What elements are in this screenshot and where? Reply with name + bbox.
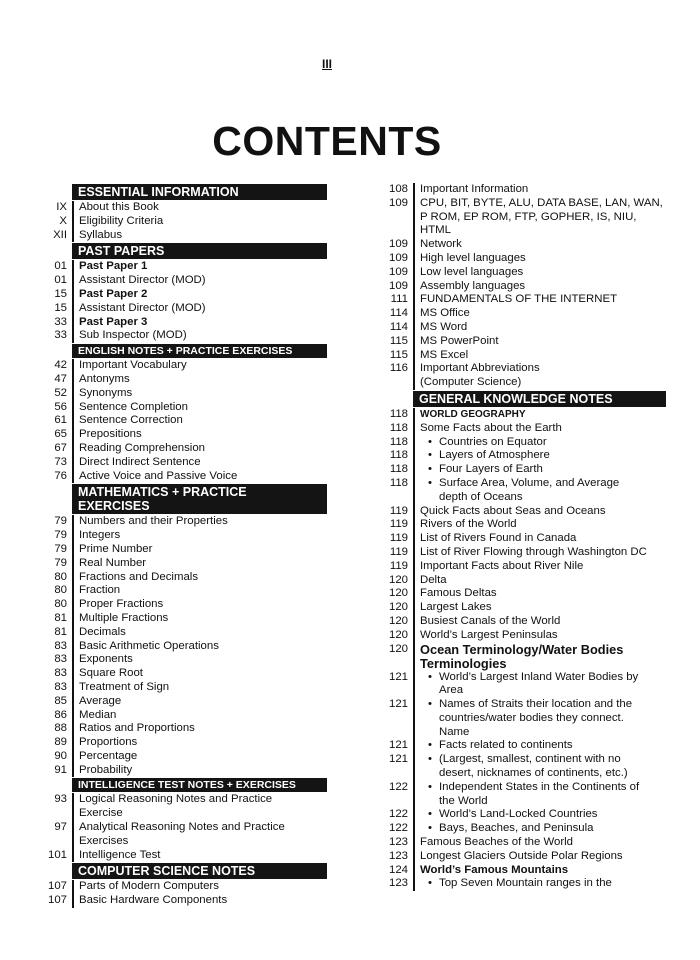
- toc-entry[interactable]: [40, 274, 327, 288]
- toc-page-number: 83: [54, 653, 67, 666]
- header-spacer: [40, 243, 72, 259]
- toc-entry[interactable]: [381, 739, 666, 753]
- header-spacer: [40, 863, 72, 879]
- toc-page-number: 121: [388, 698, 408, 711]
- toc-entry[interactable]: [381, 422, 666, 436]
- toc-entry-title: Important Vocabulary: [72, 359, 327, 373]
- toc-page-number: 119: [389, 504, 408, 517]
- toc-entry[interactable]: [40, 557, 327, 571]
- toc-entry-title: Quick Facts about Seas and Oceans: [413, 505, 666, 519]
- section-header: [40, 863, 327, 879]
- toc-entry[interactable]: [381, 183, 666, 197]
- toc-page-number: 119: [389, 518, 408, 531]
- toc-page-number: 15: [54, 301, 67, 314]
- section-header: [40, 484, 327, 514]
- section-header-label: PAST PAPERS: [72, 243, 327, 259]
- toc-entry-title: • Surface Area, Volume, and Average depth of Oceans: [413, 477, 666, 505]
- toc-entry-title: MS Word: [413, 321, 666, 335]
- toc-entry[interactable]: [381, 698, 666, 739]
- toc-page-number: 33: [54, 315, 67, 328]
- page-title: CONTENTS: [212, 118, 442, 164]
- toc-entry[interactable]: [40, 414, 327, 428]
- toc-entry-title: Integers: [72, 529, 327, 543]
- toc-entry-title: Basic Hardware Components: [72, 894, 327, 908]
- toc-page-number: 88: [54, 722, 67, 735]
- toc-page-number: 108: [388, 183, 408, 195]
- toc-entry-title: Antonyms: [72, 373, 327, 387]
- toc-entry[interactable]: [381, 197, 666, 238]
- toc-page-number: 97: [54, 821, 67, 834]
- toc-page-number: 121: [388, 739, 408, 752]
- toc-entry[interactable]: [40, 288, 327, 302]
- toc-entry-title: Active Voice and Passive Voice: [72, 470, 327, 484]
- toc-entry-title: High level languages: [413, 252, 666, 266]
- toc-entry[interactable]: [381, 408, 666, 422]
- toc-page-number: 120: [388, 642, 408, 655]
- toc-page-number: 109: [388, 265, 408, 278]
- toc-page-number: 56: [54, 400, 67, 413]
- toc-page-number: 01: [54, 274, 67, 287]
- section-header: [40, 184, 327, 200]
- toc-page-number: 119: [389, 545, 408, 558]
- toc-entry-title: World’s Famous Mountains: [413, 864, 666, 878]
- toc-entry[interactable]: [40, 387, 327, 401]
- toc-entry-title: Multiple Fractions: [72, 612, 327, 626]
- toc-page-number: 79: [54, 515, 67, 528]
- toc-entry[interactable]: [40, 302, 327, 316]
- toc-entry-title: Famous Beaches of the World: [413, 836, 666, 850]
- toc-entry[interactable]: [40, 640, 327, 654]
- toc-entry-title: Direct Indirect Sentence: [72, 456, 327, 470]
- toc-entry[interactable]: [381, 836, 666, 850]
- toc-entry[interactable]: [381, 629, 666, 643]
- toc-entry[interactable]: [40, 894, 327, 908]
- toc-page-number: 61: [54, 414, 67, 427]
- toc-entry-title: • (Largest, smallest, continent with no desert, nicknames of continents, etc.): [413, 753, 666, 781]
- toc-entry-title: FUNDAMENTALS OF THE INTERNET: [413, 293, 666, 307]
- toc-entry[interactable]: [381, 362, 666, 390]
- toc-entry[interactable]: [381, 349, 666, 363]
- toc-page-number: 91: [54, 763, 67, 776]
- toc-page-number: 67: [54, 441, 67, 454]
- toc-page-number: 118: [389, 449, 408, 462]
- toc-page-number: 124: [388, 863, 408, 876]
- section-header-label: INTELLIGENCE TEST NOTES + EXERCISES: [72, 778, 327, 792]
- toc-entry[interactable]: [40, 612, 327, 626]
- toc-entry-title: • Names of Straits their location and the countries/water bodies they connect. Name: [413, 698, 666, 739]
- toc-entry[interactable]: [381, 877, 666, 891]
- toc-entry[interactable]: [381, 266, 666, 280]
- toc-page-number: 120: [388, 573, 408, 586]
- header-spacer: [40, 344, 72, 358]
- section-header: [40, 243, 327, 259]
- toc-entry-title: About this Book: [72, 201, 327, 215]
- toc-page-number: 118: [389, 435, 408, 448]
- toc-entry[interactable]: [40, 653, 327, 667]
- header-spacer: [40, 778, 72, 792]
- toc-page-number: IX: [56, 201, 67, 213]
- toc-entry[interactable]: [381, 293, 666, 307]
- toc-entry[interactable]: [40, 793, 327, 821]
- toc-entry[interactable]: [381, 753, 666, 781]
- section-header-label: GENERAL KNOWLEDGE NOTES: [413, 391, 666, 407]
- toc-entry-title: Analytical Reasoning Notes and Practice Exercises: [72, 821, 327, 849]
- toc-entry-title: Exponents: [72, 653, 327, 667]
- toc-page-number: 109: [388, 279, 408, 292]
- toc-page-number: 120: [388, 601, 408, 614]
- toc-entry-title: Median: [72, 709, 327, 723]
- toc-page-number: 122: [388, 822, 408, 835]
- toc-page-number: 89: [54, 736, 67, 749]
- toc-entry[interactable]: [40, 428, 327, 442]
- toc-page-number: 120: [388, 614, 408, 627]
- toc-entry[interactable]: [40, 470, 327, 484]
- toc-page-number: 118: [389, 476, 408, 489]
- toc-entry-title: Delta: [413, 574, 666, 588]
- toc-page-number: 79: [54, 529, 67, 542]
- toc-entry-title: Assistant Director (MOD): [72, 274, 327, 288]
- toc-entry-title: Some Facts about the Earth: [413, 422, 666, 436]
- toc-page-number: 47: [54, 372, 67, 385]
- toc-page-number: 122: [388, 780, 408, 793]
- toc-entry[interactable]: [40, 442, 327, 456]
- toc-entry[interactable]: [381, 477, 666, 505]
- toc-page-number: 42: [54, 359, 67, 372]
- toc-page-number: 33: [54, 329, 67, 342]
- toc-entry[interactable]: [40, 736, 327, 750]
- toc-entry-title: Assembly languages: [413, 280, 666, 294]
- toc-page-number: 115: [389, 348, 408, 361]
- toc-entry[interactable]: [381, 436, 666, 450]
- toc-page-number: 80: [54, 598, 67, 611]
- toc-entry-title: WORLD GEOGRAPHY: [413, 408, 666, 422]
- toc-page-number: 83: [54, 667, 67, 680]
- toc-entry-title: Prepositions: [72, 428, 327, 442]
- toc-entry-title: Past Paper 1: [72, 260, 327, 274]
- toc-page-number: 73: [54, 455, 67, 468]
- toc-entry-title: World’s Largest Peninsulas: [413, 629, 666, 643]
- toc-page-number: 120: [388, 587, 408, 600]
- toc-entry-title: Reading Comprehension: [72, 442, 327, 456]
- toc-page-number: 120: [388, 628, 408, 641]
- toc-page-number: 116: [389, 362, 408, 375]
- toc-page-number: 80: [54, 570, 67, 583]
- section-header-label: MATHEMATICS + PRACTICE EXERCISES: [72, 484, 327, 514]
- toc-entry-title: Real Number: [72, 557, 327, 571]
- toc-entry[interactable]: [381, 574, 666, 588]
- toc-entry-title: Rivers of the World: [413, 518, 666, 532]
- toc-entry[interactable]: [40, 821, 327, 849]
- toc-page-number: 114: [389, 320, 408, 333]
- toc-entry-title: CPU, BIT, BYTE, ALU, DATA BASE, LAN, WAN, P ROM, EP ROM, FTP, GOPHER, IS, NIU, HTML: [413, 197, 666, 238]
- toc-page-number: 111: [390, 293, 408, 306]
- toc-entry[interactable]: [381, 601, 666, 615]
- toc-entry-title: Important Abbreviations (Computer Science): [413, 362, 666, 390]
- toc-entry[interactable]: [40, 529, 327, 543]
- toc-page-number: 123: [388, 836, 408, 849]
- toc-entry[interactable]: [40, 598, 327, 612]
- toc-page-number: 121: [388, 753, 408, 766]
- toc-page-number: 109: [388, 238, 408, 251]
- toc-entry-title: Assistant Director (MOD): [72, 302, 327, 316]
- toc-entry[interactable]: [381, 307, 666, 321]
- toc-entry-title: Average: [72, 695, 327, 709]
- toc-entry[interactable]: [40, 329, 327, 343]
- toc-entry[interactable]: [40, 880, 327, 894]
- toc-entry[interactable]: [381, 463, 666, 477]
- toc-entry[interactable]: [40, 359, 327, 373]
- toc-entry-title: Basic Arithmetic Operations: [72, 640, 327, 654]
- toc-page-number: 101: [47, 848, 67, 861]
- toc-entry-title: Numbers and their Properties: [72, 515, 327, 529]
- toc-page-number: 114: [389, 307, 408, 320]
- toc-entry-title: • Countries on Equator: [413, 436, 666, 450]
- toc-entry-title: MS Excel: [413, 349, 666, 363]
- toc-entry-title: Sub Inspector (MOD): [72, 329, 327, 343]
- toc-entry[interactable]: [381, 822, 666, 836]
- toc-page-number: 118: [389, 463, 408, 476]
- section-header-label: COMPUTER SCIENCE NOTES: [72, 863, 327, 879]
- toc-entry-title: Sentence Correction: [72, 414, 327, 428]
- toc-entry-title: Proper Fractions: [72, 598, 327, 612]
- toc-entry-title: • Top Seven Mountain ranges in the: [413, 877, 666, 891]
- toc-entry[interactable]: [381, 505, 666, 519]
- contents-left-column: [40, 183, 327, 908]
- toc-entry[interactable]: [381, 280, 666, 294]
- toc-entry-title: • Layers of Atmosphere: [413, 449, 666, 463]
- toc-entry-title: Fraction: [72, 584, 327, 598]
- toc-entry[interactable]: [381, 671, 666, 699]
- toc-entry[interactable]: [381, 808, 666, 822]
- page-number: III: [321, 57, 332, 71]
- toc-entry[interactable]: [381, 321, 666, 335]
- toc-page-number: 119: [389, 532, 408, 545]
- toc-entry-title: Past Paper 2: [72, 288, 327, 302]
- toc-entry-title: • Four Layers of Earth: [413, 463, 666, 477]
- toc-entry-title: Parts of Modern Computers: [72, 880, 327, 894]
- toc-entry-title: • Bays, Beaches, and Peninsula: [413, 822, 666, 836]
- toc-page-number: 123: [388, 849, 408, 862]
- toc-entry[interactable]: [381, 252, 666, 266]
- section-header-label: ENGLISH NOTES + PRACTICE EXERCISES: [72, 344, 327, 358]
- toc-page-number: X: [59, 214, 67, 227]
- toc-entry[interactable]: [381, 449, 666, 463]
- toc-entry[interactable]: [40, 316, 327, 330]
- toc-entry[interactable]: [40, 695, 327, 709]
- toc-entry-title: Sentence Completion: [72, 401, 327, 415]
- toc-entry[interactable]: [381, 335, 666, 349]
- toc-page-number: 83: [54, 680, 67, 693]
- section-header: [40, 778, 327, 792]
- toc-entry-title: MS Office: [413, 307, 666, 321]
- toc-entry-title: • World’s Land-Locked Countries: [413, 808, 666, 822]
- toc-entry-title: Ratios and Proportions: [72, 722, 327, 736]
- toc-page-number: 119: [389, 559, 408, 572]
- toc-entry-title: Famous Deltas: [413, 587, 666, 601]
- toc-entry-title: List of Rivers Found in Canada: [413, 532, 666, 546]
- toc-entry-title: Important Information: [413, 183, 666, 197]
- toc-entry-title: Important Facts about River Nile: [413, 560, 666, 574]
- toc-page-number: 79: [54, 556, 67, 569]
- toc-entry-title: Eligibility Criteria: [72, 215, 327, 229]
- toc-entry-title: Square Root: [72, 667, 327, 681]
- toc-page-number: 122: [388, 808, 408, 821]
- toc-entry[interactable]: [40, 681, 327, 695]
- toc-entry-title: Fractions and Decimals: [72, 571, 327, 585]
- toc-entry[interactable]: [40, 201, 327, 215]
- toc-page-number: 85: [54, 694, 67, 707]
- toc-page-number: 90: [54, 749, 67, 762]
- header-spacer: [40, 484, 72, 514]
- toc-entry[interactable]: [381, 587, 666, 601]
- section-header: [381, 391, 666, 407]
- toc-entry[interactable]: [381, 850, 666, 864]
- contents-right-column: [381, 183, 666, 891]
- toc-entry[interactable]: [40, 260, 327, 274]
- toc-page-number: 81: [54, 625, 67, 638]
- toc-page-number: 109: [388, 196, 408, 209]
- toc-entry[interactable]: [381, 864, 666, 878]
- toc-entry[interactable]: [40, 456, 327, 470]
- toc-entry-title: Busiest Canals of the World: [413, 615, 666, 629]
- toc-page-number: 76: [54, 469, 67, 482]
- toc-entry[interactable]: [40, 722, 327, 736]
- toc-entry-title: Syllabus: [72, 229, 327, 243]
- toc-entry[interactable]: [381, 532, 666, 546]
- toc-entry[interactable]: [40, 584, 327, 598]
- toc-entry[interactable]: [381, 615, 666, 629]
- toc-entry-title: Network: [413, 238, 666, 252]
- toc-entry[interactable]: [40, 515, 327, 529]
- toc-page-number: 15: [54, 287, 67, 300]
- toc-entry[interactable]: [381, 643, 666, 671]
- toc-entry[interactable]: [381, 781, 666, 809]
- toc-page-number: 123: [388, 877, 408, 890]
- toc-page-number: 52: [54, 386, 67, 399]
- toc-page-number: 65: [54, 428, 67, 441]
- toc-entry-title: Proportions: [72, 736, 327, 750]
- toc-entry-title: Prime Number: [72, 543, 327, 557]
- toc-entry[interactable]: [381, 518, 666, 532]
- toc-entry-title: Ocean Terminology/Water Bodies Terminologies: [413, 643, 666, 671]
- toc-entry-title: Longest Glaciers Outside Polar Regions: [413, 850, 666, 864]
- toc-page-number: 115: [389, 334, 408, 347]
- toc-entry[interactable]: [40, 849, 327, 863]
- toc-entry[interactable]: [40, 543, 327, 557]
- toc-entry[interactable]: [40, 373, 327, 387]
- header-spacer: [40, 184, 72, 200]
- toc-page-number: 107: [47, 894, 67, 907]
- toc-entry-title: Percentage: [72, 750, 327, 764]
- toc-entry-title: Treatment of Sign: [72, 681, 327, 695]
- toc-entry-title: Synonyms: [72, 387, 327, 401]
- toc-entry-title: Probability: [72, 764, 327, 778]
- toc-entry[interactable]: [381, 560, 666, 574]
- toc-page-number: 109: [388, 251, 408, 264]
- toc-entry-title: • Facts related to continents: [413, 739, 666, 753]
- toc-page-number: 86: [54, 708, 67, 721]
- toc-entry-title: Largest Lakes: [413, 601, 666, 615]
- toc-page-number: 118: [389, 421, 408, 434]
- toc-entry[interactable]: [40, 571, 327, 585]
- toc-entry-title: • World’s Largest Inland Water Bodies by Area: [413, 671, 666, 699]
- toc-entry-title: Past Paper 3: [72, 316, 327, 330]
- toc-page-number: 93: [54, 793, 67, 806]
- toc-page-number: XII: [53, 228, 67, 241]
- toc-entry-title: Decimals: [72, 626, 327, 640]
- toc-entry-title: • Independent States in the Continents of the World: [413, 781, 666, 809]
- toc-page-number: 121: [388, 670, 408, 683]
- toc-entry[interactable]: [40, 229, 327, 243]
- toc-page-number: 80: [54, 584, 67, 597]
- toc-entry[interactable]: [40, 709, 327, 723]
- toc-entry-title: Intelligence Test: [72, 849, 327, 863]
- toc-entry[interactable]: [40, 401, 327, 415]
- toc-entry[interactable]: [381, 546, 666, 560]
- toc-entry-title: List of River Flowing through Washington DC: [413, 546, 666, 560]
- section-header-label: ESSENTIAL INFORMATION: [72, 184, 327, 200]
- toc-page-number: 118: [389, 407, 408, 420]
- toc-page-number: 107: [47, 880, 67, 893]
- toc-page-number: 01: [54, 260, 67, 273]
- toc-entry[interactable]: [40, 215, 327, 229]
- toc-entry-title: Low level languages: [413, 266, 666, 280]
- toc-entry[interactable]: [40, 764, 327, 778]
- section-header: [40, 344, 327, 358]
- toc-entry[interactable]: [40, 667, 327, 681]
- toc-entry-title: Logical Reasoning Notes and Practice Exercise: [72, 793, 327, 821]
- toc-page-number: 79: [54, 542, 67, 555]
- toc-entry[interactable]: [381, 238, 666, 252]
- toc-page-number: 81: [54, 611, 67, 624]
- toc-entry-title: MS PowerPoint: [413, 335, 666, 349]
- header-spacer: [381, 391, 413, 407]
- toc-entry[interactable]: [40, 750, 327, 764]
- toc-entry[interactable]: [40, 626, 327, 640]
- toc-page-number: 83: [54, 639, 67, 652]
